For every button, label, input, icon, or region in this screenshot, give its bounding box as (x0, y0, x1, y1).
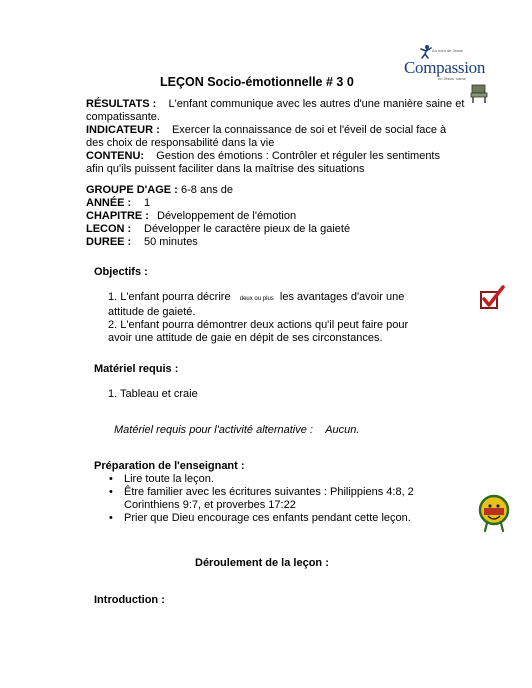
logo-wordmark: Compassion (404, 58, 486, 77)
cheerful-character-icon (478, 494, 510, 534)
lecon-value: Développer le caractère pieux de la gaieté (144, 223, 351, 235)
duree-label: DUREE : (86, 236, 132, 248)
objectif-1-text: 1. L'enfant pourra décrire (108, 291, 231, 303)
annee-label: ANNÉE : (86, 197, 132, 209)
indicateur-label: INDICATEUR : (86, 124, 160, 136)
materiel-alternative-label: Matériel requis pour l'activité alternative : (114, 424, 313, 436)
chair-icon (470, 82, 488, 104)
objectifs-list (108, 291, 408, 345)
checkbox-checked-icon (478, 284, 506, 312)
indicateur-text: Exercer la connaissance de soi et l'éveil de social face à (171, 124, 447, 136)
objectif-2-text: 2. L'enfant pourra démontrer deux actions qu'il peut faire pour (108, 319, 409, 331)
objectif-1-text-b: les avantages d'avoir une (279, 291, 405, 303)
groupe-label: GROUPE D'AGE : (86, 184, 178, 196)
contenu-text-cont: afin qu'ils puissent faciliter dans la maîtrise des situations (86, 163, 365, 175)
materiel-alternative (114, 424, 359, 437)
objectif-2-text-b: avoir une attitude de gaie en dépit de ses circonstances. (108, 332, 383, 344)
preparation-item: • Prier que Dieu encourage ces enfants pendant cette leçon. (106, 512, 414, 525)
preparation-item: • Lire toute la leçon. (106, 473, 414, 486)
logo-top-text: Au nom de Jésus (432, 48, 463, 53)
lesson-details (86, 184, 350, 249)
preparation-list (106, 473, 414, 525)
lesson-info (86, 98, 464, 176)
objectif-1-small: deux ou plus (239, 296, 274, 302)
preparation-item: • Être familier avec les écritures suivantes : Philippiens 4:8, 2 (106, 486, 414, 499)
deroulement-heading: Déroulement de la leçon : (195, 557, 329, 569)
materiel-heading: Matériel requis : (94, 363, 179, 375)
chapitre-value: Développement de l'émotion (157, 210, 297, 222)
chapitre-label: CHAPITRE : (86, 210, 149, 222)
contenu-text: Gestion des émotions : Contrôler et réguler les sentiments (156, 150, 440, 162)
lecon-label: LECON : (86, 223, 132, 235)
objectifs-heading: Objectifs : (94, 266, 148, 278)
contenu-label: CONTENU: (86, 150, 145, 162)
introduction-heading: Introduction : (94, 594, 165, 606)
objectif-1-text-c: attitude de gaieté. (108, 306, 196, 318)
logo-tagline: en Jésus' name (438, 76, 466, 81)
lesson-title: LEÇON Socio-émotionnelle # 3 0 (160, 75, 354, 89)
groupe-value: 6-8 ans de (181, 184, 233, 196)
materiel-item-1: 1. Tableau et craie (108, 388, 198, 400)
preparation-item-cont: Corinthiens 9:7, et proverbes 17:22 (124, 499, 296, 511)
resultats-text: L'enfant communique avec les autres d'une manière saine et (168, 98, 465, 110)
resultats-text-cont: compatissante. (86, 111, 160, 123)
duree-value: 50 minutes (144, 236, 198, 248)
annee-value: 1 (144, 197, 151, 209)
resultats-label: RÉSULTATS : (86, 98, 157, 110)
indicateur-text-cont: des choix de responsabilité dans la vie (86, 137, 275, 149)
preparation-heading: Préparation de l'enseignant : (94, 460, 245, 472)
materiel-alternative-value: Aucun. (325, 424, 360, 436)
